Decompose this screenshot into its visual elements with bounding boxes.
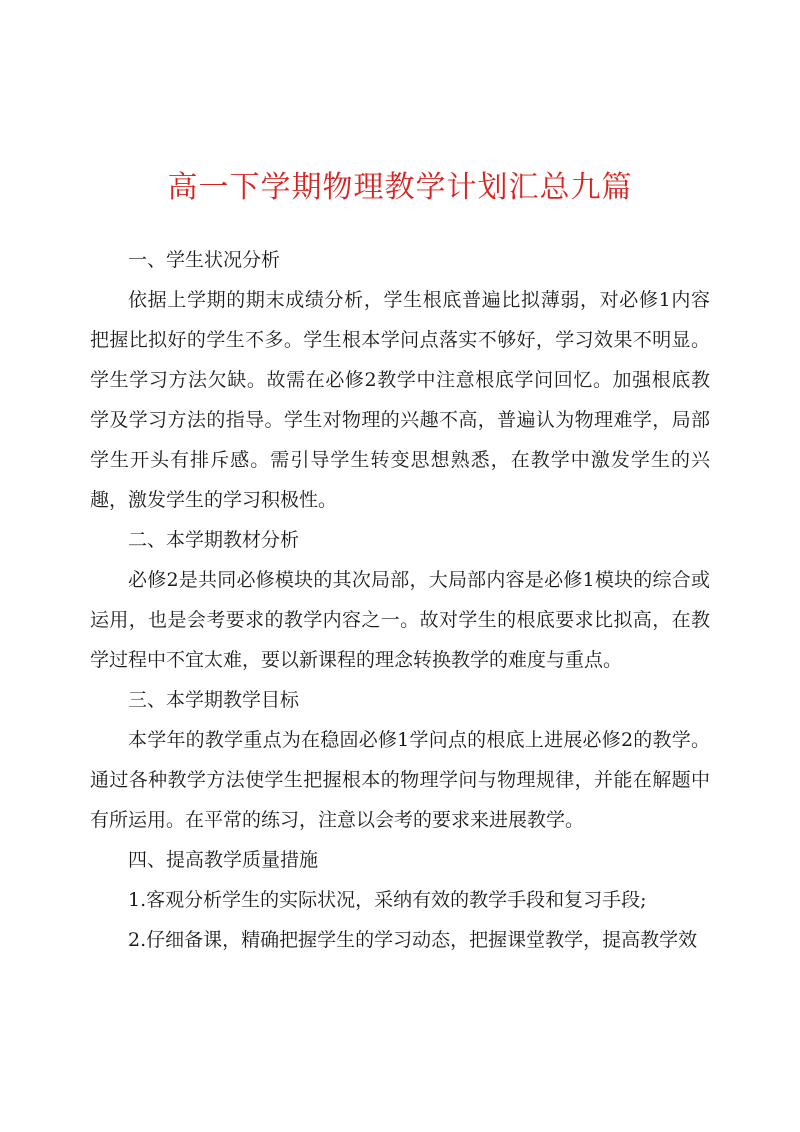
paragraph: 本学年的教学重点为在稳固必修1学问点的根底上进展必修2的教学。通过各种教学方法使学生把握根本的物理学问与物理规律，并能在解题中有所运用。在平常的练习，注意以会考的要求来进展教学。 [90,729,710,831]
paragraph: 必修2是共同必修模块的其次局部，大局部内容是必修1模块的综合或运用，也是会考要求的教学内容之一。故对学生的根底要求比拟高，在教学过程中不宜太难，要以新课程的理念转换教学的难度与重点。 [90,569,710,671]
section-heading: 一、学生状况分析 [128,249,281,271]
document-title: 高一下学期物理教学计划汇总九篇 [167,170,633,205]
section-heading: 二、本学期教材分析 [128,529,300,551]
document-body [90,240,710,960]
list-item: 2.仔细备课，精确把握学生的学习动态，把握课堂教学，提高教学效 [128,929,698,951]
section-heading: 四、提高教学质量措施 [128,849,319,871]
list-item: 1.客观分析学生的实际状况，采纳有效的教学手段和复习手段; [128,889,647,911]
section-heading: 三、本学期教学目标 [128,689,300,711]
paragraph: 依据上学期的期末成绩分析，学生根底普遍比拟薄弱，对必修1内容把握比拟好的学生不多。学生根本学问点落实不够好，学习效果不明显。学生学习方法欠缺。故需在必修2教学中注意根底学问回忆。加强根底教学及学习方法的指导。学生对物理的兴趣不高，普遍认为物理难学，局部学生开头有排斥感。需引导学生转变思想熟悉，在教学中激发学生的兴趣，激发学生的学习积极性。 [90,289,710,511]
